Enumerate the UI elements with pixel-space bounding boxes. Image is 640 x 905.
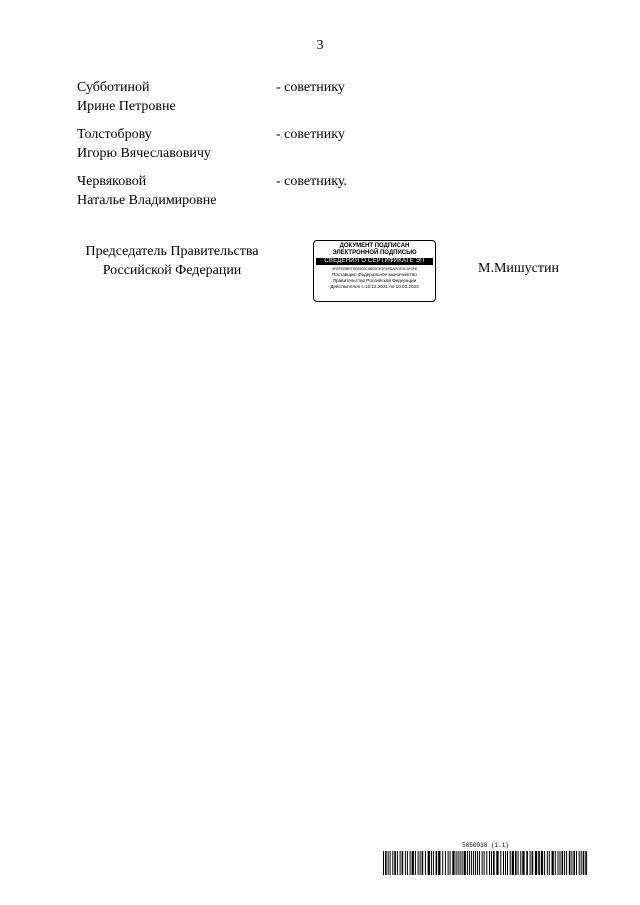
person-name	[77, 125, 211, 163]
stamp-supplier-line: Правительство Российской Федерации	[332, 278, 417, 283]
stamp-header-line: ДОКУМЕНТ ПОДПИСАН	[339, 243, 410, 249]
name-line: Субботиной	[77, 80, 150, 95]
stamp-cert-label: СВЕДЕНИЯ О СЕРТИФИКАТЕ ЭП	[316, 258, 433, 265]
signer-title	[72, 242, 272, 280]
barcode-icon	[383, 851, 588, 875]
stamp-validity: Действителен с 10.12.2021 по 10.03.2023	[330, 284, 419, 289]
stamp-supplier-line: Поставщик: Федеральное казначейство	[332, 272, 417, 277]
person-role: - советнику.	[276, 174, 347, 189]
signer-name: М.Мишустин	[478, 261, 559, 276]
barcode-label: 5850038 (1.1)	[462, 842, 509, 849]
signer-title-line: Российской Федерации	[102, 263, 242, 278]
signer-title-line: Председатель Правительства	[85, 244, 259, 259]
person-role: - советнику	[276, 80, 345, 95]
name-line: Наталье Владимировне	[77, 193, 217, 208]
stamp-header	[314, 243, 435, 257]
name-line: Толстоброву	[77, 127, 152, 142]
barcode-block	[383, 842, 588, 876]
person-name	[77, 172, 217, 210]
electronic-signature-stamp	[313, 240, 436, 302]
name-line: Червяковой	[77, 174, 147, 189]
stamp-serial: 9FDFEBBEF6C5502C8B09CE1FA9CAFCE3C3F3F8	[332, 267, 417, 271]
name-line: Ирине Петровне	[77, 99, 176, 114]
person-name	[77, 78, 176, 116]
stamp-header-line: ЭЛЕКТРОННОЙ ПОДПИСЬЮ	[332, 250, 417, 256]
page-number: 3	[316, 38, 324, 53]
person-role: - советнику	[276, 127, 345, 142]
name-line: Игорю Вячеславовичу	[77, 146, 211, 161]
